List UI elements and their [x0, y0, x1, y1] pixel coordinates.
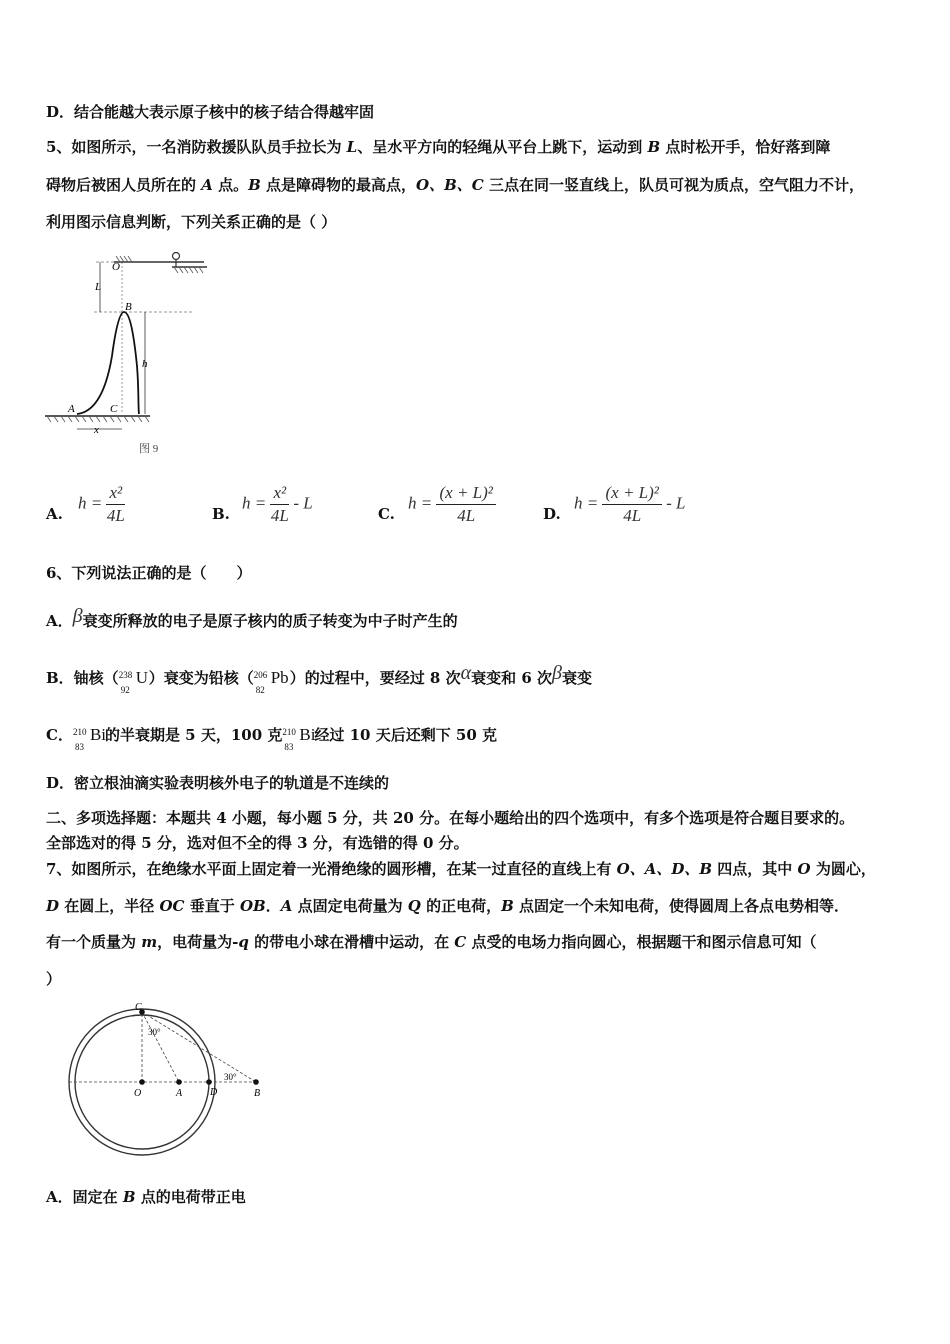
- q5-option-b: B.: [212, 505, 230, 523]
- q7-stem-line4: ）: [46, 970, 62, 988]
- bismuth-nuclide-1: 210 83 Bi: [72, 725, 107, 752]
- point-a: [176, 1079, 182, 1085]
- q7-stem-line3: 有一个质量为 m，电荷量为-q 的带电小球在滑槽中运动，在 C 点受的电场力指向圆心，根据题干和图示信息可知（: [46, 933, 817, 951]
- q5-fig-label-l: L: [95, 281, 102, 293]
- q5-stem-line2: 碍物后被困人员所在的 A 点。B 点是障碍物的最高点，O、B、C 三点在同一竖直线上，队员可视为质点，空气阻力不计，: [46, 176, 864, 194]
- q7-fig-label-b: B: [254, 1088, 261, 1099]
- q7-figure: [64, 1000, 284, 1160]
- point-o: [139, 1079, 145, 1085]
- q5-option-b-expr: h = $\frac{\text{x²}}{4L}$ - L: [242, 483, 313, 525]
- q7-fig-label-d: D: [210, 1087, 218, 1098]
- q5-fig-label-x: x: [94, 424, 99, 436]
- q5-fig-label-b: B: [125, 301, 132, 313]
- uranium-nuclide: 238 92 U: [118, 668, 148, 695]
- q7-fig-label-o: O: [134, 1088, 142, 1099]
- q7-fig-label-a: A: [176, 1088, 183, 1099]
- q5-fig-caption: 图 9: [139, 443, 159, 455]
- point-d: [206, 1079, 212, 1085]
- q5-fig-label-a: A: [68, 403, 75, 415]
- lead-nuclide: 206 82 Pb: [253, 668, 289, 695]
- q5-fig-label-h: h: [142, 358, 148, 370]
- q5-figure: [42, 246, 217, 461]
- q5-fig-label-c: C: [110, 403, 118, 415]
- q6-option-b: B．铀核（ 238 92 U ）衰变为铅核（ 206 82 Pb ）的过程中，要经过 8 次α衰变和 6 次β衰变: [46, 662, 592, 695]
- q5-fig-label-o: O: [112, 261, 120, 273]
- q6-option-c: C． 210 83 Bi 的半衰期是 5 天，100 克 210 83 Bi 经过 10 天后还剩下 50 克: [46, 722, 497, 750]
- q5-obstacle-curve: [77, 312, 139, 414]
- q7-fig-angle-c: 30°: [148, 1027, 161, 1037]
- q5-option-c-expr: h = $\frac{\text{(x + L)²}}{4L}$: [408, 483, 496, 526]
- q5-option-d-expr: h = $\frac{\text{(x + L)²}}{4L}$ - L: [574, 483, 686, 525]
- q7-stem-line2: D 在圆上，半径 OC 垂直于 OB．A 点固定电荷量为 Q 的正电荷，B 点固定一个未知电荷，使得圆周上各点电势相等．: [46, 897, 850, 915]
- q4-option-d: D．结合能越大表示原子核中的核子结合得越牢固: [46, 103, 375, 121]
- q5-stem-line3: 利用图示信息判断，下列关系正确的是（ ）: [46, 213, 337, 231]
- q6-option-a: A．β衰变所释放的电子是原子核内的质子转变为中子时产生的: [46, 605, 458, 630]
- q5-option-a: A.: [46, 505, 63, 523]
- q7-stem-line1: 7、如图所示，在绝缘水平面上固定着一光滑绝缘的圆形槽，在某一过直径的直线上有 O、A、D、B 四点，其中 O 为圆心，: [46, 860, 876, 878]
- section2-header-line2: 全部选对的得 5 分，选对但不全的得 3 分，有选错的得 0 分。: [46, 834, 469, 852]
- q5-option-c: C.: [378, 505, 395, 523]
- q7-fig-label-c: C: [135, 1002, 142, 1013]
- q7-option-a: A．固定在 B 点的电荷带正电: [46, 1188, 246, 1206]
- bismuth-nuclide-2: 210 83 Bi: [282, 725, 316, 752]
- section2-header-line1: 二、多项选择题：本题共 4 小题，每小题 5 分，共 20 分。在每小题给出的四个选项中，有多个选项是符合题目要求的。: [46, 809, 855, 827]
- q5-option-d: D.: [543, 505, 561, 523]
- q6-option-d: D．密立根油滴实验表明核外电子的轨道是不连续的: [46, 774, 390, 792]
- q5-option-a-expr: h = $\frac{\text{x²}}{4L}$: [78, 483, 125, 525]
- q6-stem: 6、下列说法正确的是（ ）: [46, 564, 252, 582]
- q5-stem-line1: 5、如图所示，一名消防救援队队员手拉长为 L、呈水平方向的轻绳从平台上跳下，运动到 B 点时松开手，恰好落到障: [46, 138, 831, 156]
- q7-fig-angle-b: 30°: [224, 1072, 237, 1082]
- point-b: [253, 1079, 259, 1085]
